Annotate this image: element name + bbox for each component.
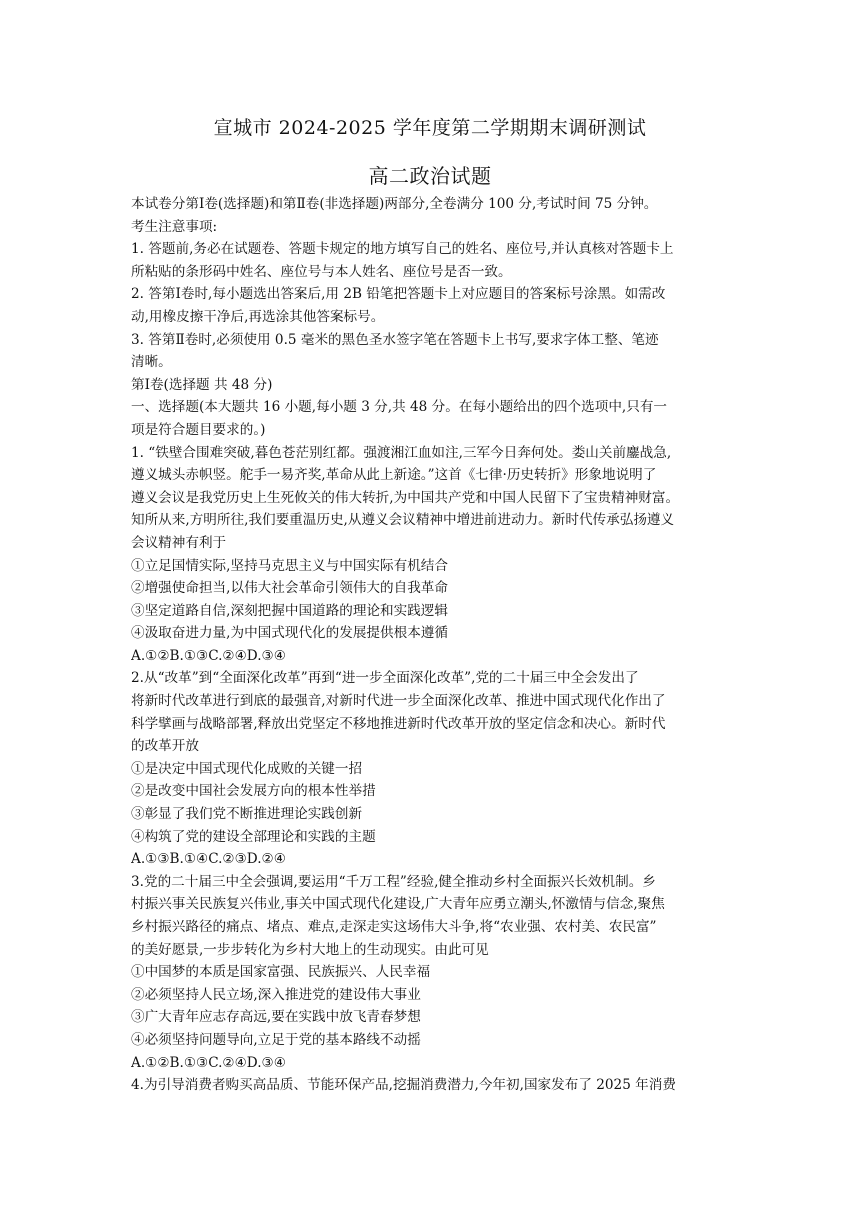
- text-line: 2. 答第Ⅰ卷时,每小题选出答案后,用 2B 铅笔把答题卡上对应题目的答案标号涂黑。如需改: [131, 286, 666, 303]
- text-line: 清晰。: [131, 354, 172, 371]
- text-line: 科学擘画与战略部署,释放出党坚定不移地推进新时代改革开放的坚定信念和决心。新时代: [131, 715, 666, 732]
- text-line: ②是改变中国社会发展方向的根本性举措: [131, 783, 376, 800]
- text-line: ④汲取奋进力量,为中国式现代化的发展提供根本遵循: [131, 625, 448, 642]
- text-line: 乡村振兴路径的痛点、堵点、难点,走深走实这场伟大斗争,将“农业强、农村美、农民富”: [131, 919, 657, 935]
- text-line: 遵义会议是我党历史上生死攸关的伟大转折,为中国共产党和中国人民留下了宝贵精神财富。: [131, 489, 680, 506]
- text-line: A.①②B.①③C.②④D.③④: [131, 647, 286, 664]
- text-line: 村振兴事关民族复兴伟业,事关中国式现代化建设,广大青年应勇立潮头,怀激情与信念,聚焦: [131, 896, 665, 913]
- text-line: 遵义城头赤帜竖。舵手一易齐奖,革命从此上新途。”这首《七律·历史转折》形象地说明了: [131, 467, 657, 484]
- text-line: ③广大青年应志存高远,要在实践中放飞青春梦想: [131, 1009, 421, 1026]
- text-line: ④构筑了党的建设全部理论和实践的主题: [131, 828, 376, 845]
- text-line: 3. 答第Ⅱ卷时,必须使用 0.5 毫米的黑色圣水签字笔在答题卡上书写,要求字体工整、笔迹: [131, 331, 659, 348]
- text-line: 4.为引导消费者购买高品质、节能环保产品,挖掘消费潜力,今年初,国家发布了 2025 年消费: [131, 1077, 676, 1094]
- text-line: 的美好愿景,一步步转化为乡村大地上的生动现实。由此可见: [131, 941, 489, 958]
- text-line: ④必须坚持问题导向,立足于党的基本路线不动摇: [131, 1031, 421, 1048]
- exam-subtitle: 高二政治试题: [368, 164, 492, 188]
- text-line: 第Ⅰ卷(选择题 共 48 分): [131, 376, 273, 393]
- exam-title: 宣城市 2024-2025 学年度第二学期期末调研测试: [213, 117, 647, 139]
- exam-body: [131, 193, 736, 1097]
- text-line: 会议精神有利于: [131, 534, 227, 551]
- text-line: A.①③B.①④C.②③D.②④: [131, 851, 286, 868]
- text-line: ②必须坚持人民立场,深入推进党的建设伟大事业: [131, 986, 421, 1003]
- text-line: 知所从来,方明所往,我们要重温历史,从遵义会议精神中增进前进动力。新时代传承弘扬遵义: [131, 512, 675, 529]
- text-line: ③坚定道路自信,深刻把握中国道路的理论和实践逻辑: [131, 602, 448, 619]
- text-line: 项是符合题目要求的。): [131, 421, 266, 438]
- text-line: ①立足国情实际,坚持马克思主义与中国实际有机结合: [131, 557, 448, 574]
- text-line: 2.从“改革”到“全面深化改革”再到“进一步全面深化改革”,党的二十届三中全会发出了: [131, 670, 639, 687]
- text-line: 1. “铁壁合围难突破,暮色苍茫别红都。强渡湘江血如注,三军今日奔何处。娄山关前鏖战急,: [131, 444, 672, 461]
- text-line: A.①②B.①③C.②④D.③④: [131, 1054, 286, 1071]
- text-line: 所粘贴的条形码中姓名、座位号与本人姓名、座位号是否一致。: [131, 263, 512, 280]
- text-line: 将新时代改革进行到底的最强音,对新时代进一步全面深化改革、推进中国式现代化作出了: [131, 693, 666, 710]
- text-line: 3.党的二十届三中全会强调,要运用“千万工程”经验,健全推动乡村全面振兴长效机制。乡: [131, 873, 656, 890]
- text-line: 本试卷分第Ⅰ卷(选择题)和第Ⅱ卷(非选择题)两部分,全卷满分 100 分,考试时间 75 分钟。: [131, 196, 658, 212]
- text-line: 一、选择题(本大题共 16 小题,每小题 3 分,共 48 分。在每小题给出的四个选项中,只有一: [131, 399, 668, 416]
- text-line: ②增强使命担当,以伟大社会革命引领伟大的自我革命: [131, 580, 448, 597]
- text-line: 的改革开放: [131, 738, 199, 755]
- text-line: 1. 答题前,务必在试题卷、答题卡规定的地方填写自己的姓名、座位号,并认真核对答题卡上: [131, 241, 674, 258]
- text-line: ①中国梦的本质是国家富强、民族振兴、人民幸福: [131, 964, 431, 981]
- text-line: 动,用橡皮擦干净后,再选涂其他答案标号。: [131, 308, 385, 325]
- text-line: ①是决定中国式现代化成败的关键一招: [131, 760, 363, 777]
- text-line: 考生注意事项:: [131, 218, 218, 235]
- text-line: ③彰显了我们党不断推进理论实践创新: [131, 806, 363, 823]
